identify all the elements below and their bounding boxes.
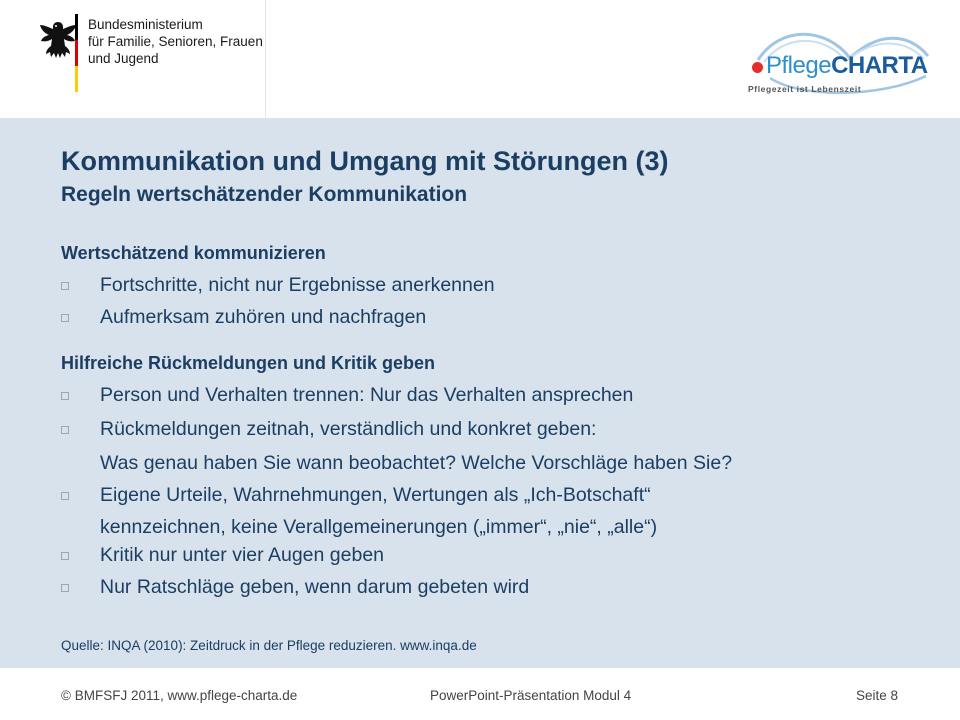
bullet-text: Nur Ratschläge geben, wenn darum gebeten wird [100,576,530,598]
bullet-text: Rückmeldungen zeitnah, verständlich und konkret geben: [100,418,597,440]
ministry-line-3: und Jugend [88,51,159,66]
logo-word-pflege: Pflege [766,52,832,79]
german-flag-stripe [75,14,78,92]
source-citation: Quelle: INQA (2010): Zeitdruck in der Pflege reduzieren. www.inqa.de [61,638,477,653]
bullet-marker-icon [61,282,69,290]
bullet-text: Eigene Urteile, Wahrnehmungen, Wertungen als „Ich-Botschaft“ [100,484,651,506]
logo-word-charta: CHARTA [831,52,928,79]
ministry-line-1: Bundesministerium [88,17,203,32]
bullet-text: Aufmerksam zuhören und nachfragen [100,306,427,328]
bullet-marker-icon [61,492,69,500]
section-heading-1: Wertschätzend kommunizieren [61,243,326,263]
footer-page-number: Seite 8 [855,688,898,703]
ministry-line-2: für Familie, Senioren, Frauen [88,34,263,49]
bullet-continuation: kennzeichnen, keine Verallgemeinerungen („immer“, „nie“, „alle“) [100,516,658,538]
bullet-text: Person und Verhalten trennen: Nur das Verhalten ansprechen [100,384,634,406]
bullet-marker-icon [61,314,69,322]
bullet-text: Kritik nur unter vier Augen geben [100,544,385,566]
footer-presentation-name: PowerPoint-Präsentation Modul 4 [430,688,632,703]
flag-red [75,40,78,66]
bullet-text: Fortschritte, nicht nur Ergebnisse anerkennen [100,274,495,296]
federal-eagle-icon [38,16,78,64]
footer-copyright: © BMFSFJ 2011, www.pflege-charta.de [61,688,298,703]
ministry-name [88,16,263,67]
bullet-marker-icon [61,552,69,560]
bullet-marker-icon [61,426,69,434]
bullet-continuation: Was genau haben Sie wann beobachtet? Welche Vorschläge haben Sie? [100,452,733,474]
header-divider [265,0,266,118]
logo-tagline: Pflegezeit ist Lebenszeit [748,84,862,94]
logo-wordmark [766,52,928,80]
slide-header [0,0,960,118]
pflege-charta-logo [740,28,940,108]
bullet-marker-icon [61,392,69,400]
flag-gold [75,66,78,92]
section-heading-2: Hilfreiche Rückmeldungen und Kritik geben [61,353,436,373]
bullet-marker-icon [61,584,69,592]
flag-black [75,14,78,40]
slide-subtitle: Regeln wertschätzender Kommunikation [61,183,468,206]
logo-dot [752,62,763,73]
slide-title: Kommunikation und Umgang mit Störungen (3) [61,146,669,176]
